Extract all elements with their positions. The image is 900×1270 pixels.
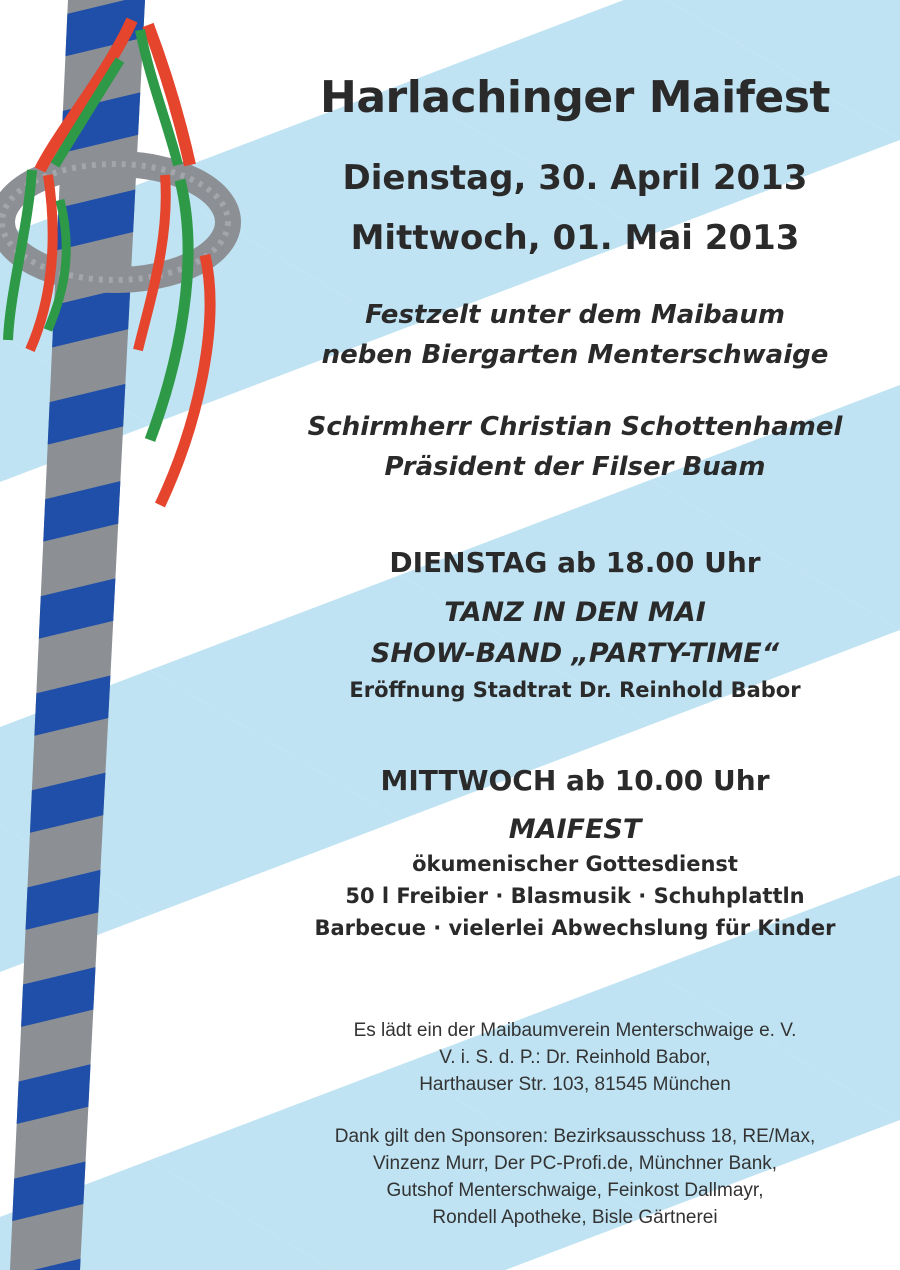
wednesday-event: MAIFEST xyxy=(508,814,642,845)
sponsors-line-2: Vinzenz Murr, Der PC-Profi.de, Münchner Bank, xyxy=(372,1153,778,1174)
tuesday-event-2: SHOW-BAND „PARTY-TIME“ xyxy=(370,638,780,669)
tuesday-event-1: TANZ IN DEN MAI xyxy=(444,597,706,628)
tuesday-opening: Eröffnung Stadtrat Dr. Reinhold Babor xyxy=(349,678,801,702)
poster-title: Harlachinger Maifest xyxy=(320,72,830,123)
sponsors-line-4: Rondell Apotheke, Bisle Gärtnerei xyxy=(432,1207,718,1228)
maypole-stripe xyxy=(0,546,250,648)
tuesday-heading: DIENSTAG ab 18.00 Uhr xyxy=(389,546,761,579)
ribbon-red xyxy=(138,175,166,350)
maypole-stripe xyxy=(0,450,250,552)
organizer-line-2: V. i. S. d. P.: Dr. Reinhold Babor, xyxy=(439,1047,711,1068)
sponsors-line-3: Gutshof Menterschwaige, Feinkost Dallmayr, xyxy=(386,1180,764,1201)
organizer-line-3: Harthauser Str. 103, 81545 München xyxy=(419,1074,731,1095)
wednesday-line-2: 50 l Freibier · Blasmusik · Schuhplattln xyxy=(345,884,805,908)
wednesday-line-1: ökumenischer Gottesdienst xyxy=(412,852,738,876)
location-line-1: Festzelt unter dem Maibaum xyxy=(365,300,785,330)
patron-line-1: Schirmherr Christian Schottenhamel xyxy=(307,412,843,442)
patron-line-2: Präsident der Filser Buam xyxy=(384,452,766,482)
organizer-line-1: Es lädt ein der Maibaumverein Menterschwaige e. V. xyxy=(353,1020,797,1041)
wednesday-line-3: Barbecue · vielerlei Abwechslung für Kinder xyxy=(314,916,836,940)
date-line-1: Dienstag, 30. April 2013 xyxy=(342,158,808,198)
maypole-stripe xyxy=(0,642,250,744)
maypole-illustration xyxy=(0,0,250,1270)
sponsors-line-1: Dank gilt den Sponsoren: Bezirksausschuss 18, RE/Max, xyxy=(334,1126,816,1147)
wednesday-heading: MITTWOCH ab 10.00 Uhr xyxy=(380,764,770,797)
location-line-2: neben Biergarten Menterschwaige xyxy=(321,340,829,370)
date-line-2: Mittwoch, 01. Mai 2013 xyxy=(350,218,800,258)
